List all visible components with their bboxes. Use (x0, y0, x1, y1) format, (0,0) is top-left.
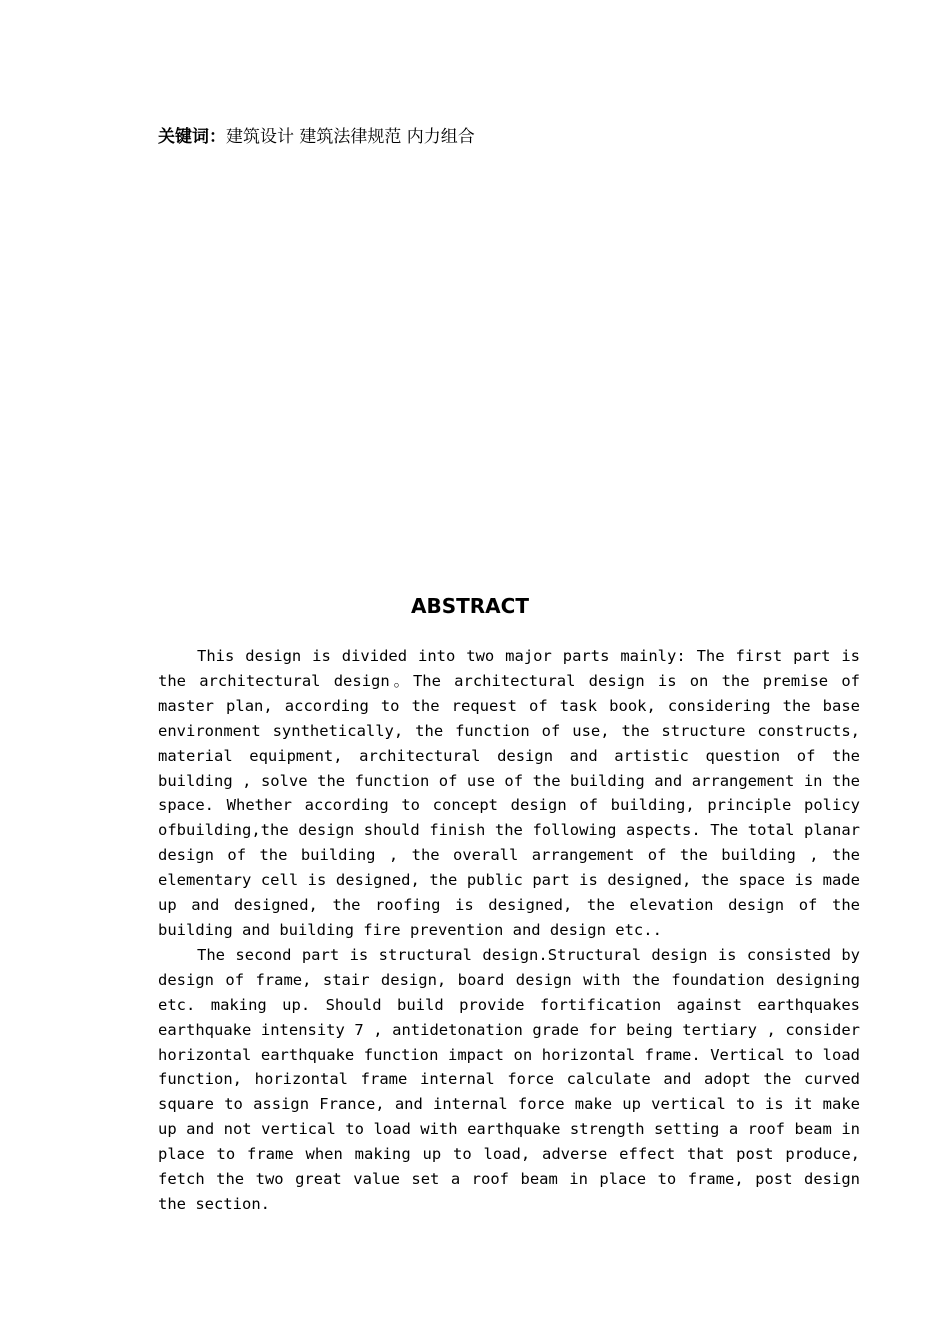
keywords-line (158, 124, 475, 150)
abstract-body (158, 644, 860, 1217)
abstract-paragraph-1: This design is divided into two major parts mainly: The first part is the architectural design。The architectural design is on the premise of master plan, according to the request of task book, considering the base environment synthetically, the function of use, the structure constructs, material equipment, architectural design and artistic question of the building , solve the function of use of the building and arrangement in the space. Whether according to concept design of building, principle policy ofbuilding,the design should finish the following aspects. The total planar design of the building , the overall arrangement of the building , the elementary cell is designed, the public part is designed, the space is made up and designed, the roofing is designed, the elevation design of the building and building fire prevention and design etc.. (158, 647, 860, 939)
abstract-title: ABSTRACT (411, 594, 529, 618)
abstract-paragraph-2: The second part is structural design.Structural design is consisted by design of frame, stair design, board design with the foundation designing etc. making up. Should build provide fortification against earthquakes earthquake intensity 7 , antidetonation grade for being tertiary , consider horizontal earthquake function impact on horizontal frame. Vertical to load function, horizontal frame internal force calculate and adopt the curved square to assign France, and internal force make up vertical to is it make up and not vertical to load with earthquake strength setting a roof beam in place to frame when making up to load, adverse effect that post produce, fetch the two great value set a roof beam in place to frame, post design the section. (158, 945, 860, 1213)
keywords-terms: 建筑设计 建筑法律规范 内力组合 (226, 127, 475, 147)
keywords-label: 关键词： (158, 127, 226, 147)
